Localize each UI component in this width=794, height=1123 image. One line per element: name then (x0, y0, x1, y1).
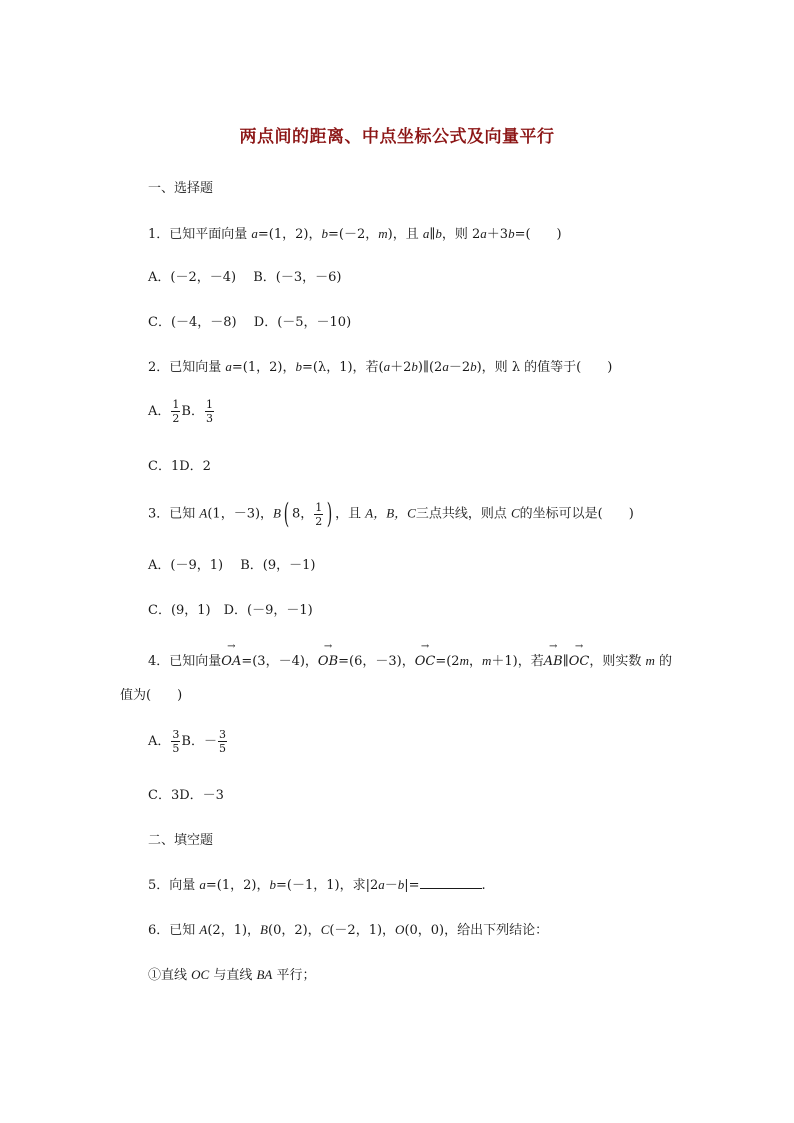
fraction: $\frac{1}{2}$ (315, 500, 323, 528)
fraction: $\frac{3}{5}$ (172, 728, 180, 755)
question-6-conclusion-1: ①直线 OC 与直线 BA 平行； (148, 967, 316, 983)
question-5-stem: 5．向量 a=(1，2)，b=(－1，1)，求|2a－b|= . (148, 877, 486, 893)
section-heading-fill: 二、填空题 (148, 833, 214, 848)
question-2-options-cd: C．1D．2 (148, 459, 211, 474)
question-4-stem-continued: 值为( ) (120, 688, 183, 703)
right-paren: ) (326, 497, 333, 530)
fraction: $\frac{1}{3}$ (205, 398, 213, 425)
page-title: 两点间的距离、中点坐标公式及向量平行 (239, 127, 555, 147)
question-4-stem: 4．已知向量→ OA=(3，－4)，→ OB=(6，－3)，→ OC=(2m，m＋1)，若→ AB∥→ OC，则实数 m 的 (148, 652, 672, 671)
question-2-options-ab: A． $\frac{1}{2}$ B． $\frac{1}{3}$ (148, 398, 213, 425)
question-1-options-cd: C．(－4，－8) D．(－5，－10) (148, 315, 352, 330)
question-1-options-ab: A．(－2，－4) B．(－3，－6) (148, 270, 342, 285)
left-paren: ( (283, 497, 290, 530)
question-1-stem: 1．已知平面向量 a=(1，2)，b=(－2，m)，且 a∥b，则 2a＋3b=( ) (148, 226, 562, 242)
question-3-options-ab: A．(－9，1) B．(9，－1) (148, 558, 316, 573)
question-3-stem: 3．已知 A(1，－3)，B( 8， $\frac{1}{2}$ ) ，且 A，B，C三点共线，则点 C的坐标可以是( ) (148, 497, 634, 530)
question-3-options-cd: C．(9，1) D．(－9，－1) (148, 603, 313, 618)
question-4-options-ab: A． $\frac{3}{5}$ B．－ $\frac{3}{5}$ (148, 728, 226, 755)
question-2-stem: 2．已知向量 a=(1，2)，b=(λ，1)，若(a＋2b)∥(2a－2b)，则 λ 的值等于( ) (148, 359, 613, 375)
fraction: $\frac{3}{5}$ (218, 728, 226, 755)
answer-blank[interactable] (420, 876, 482, 889)
fraction: $\frac{1}{2}$ (172, 398, 180, 425)
question-4-options-cd: C．3D．－3 (148, 788, 224, 803)
question-6-stem: 6．已知 A(2，1)，B(0，2)，C(－2，1)，O(0，0)，给出下列结论： (148, 922, 549, 938)
section-heading-choice: 一、选择题 (148, 181, 214, 196)
